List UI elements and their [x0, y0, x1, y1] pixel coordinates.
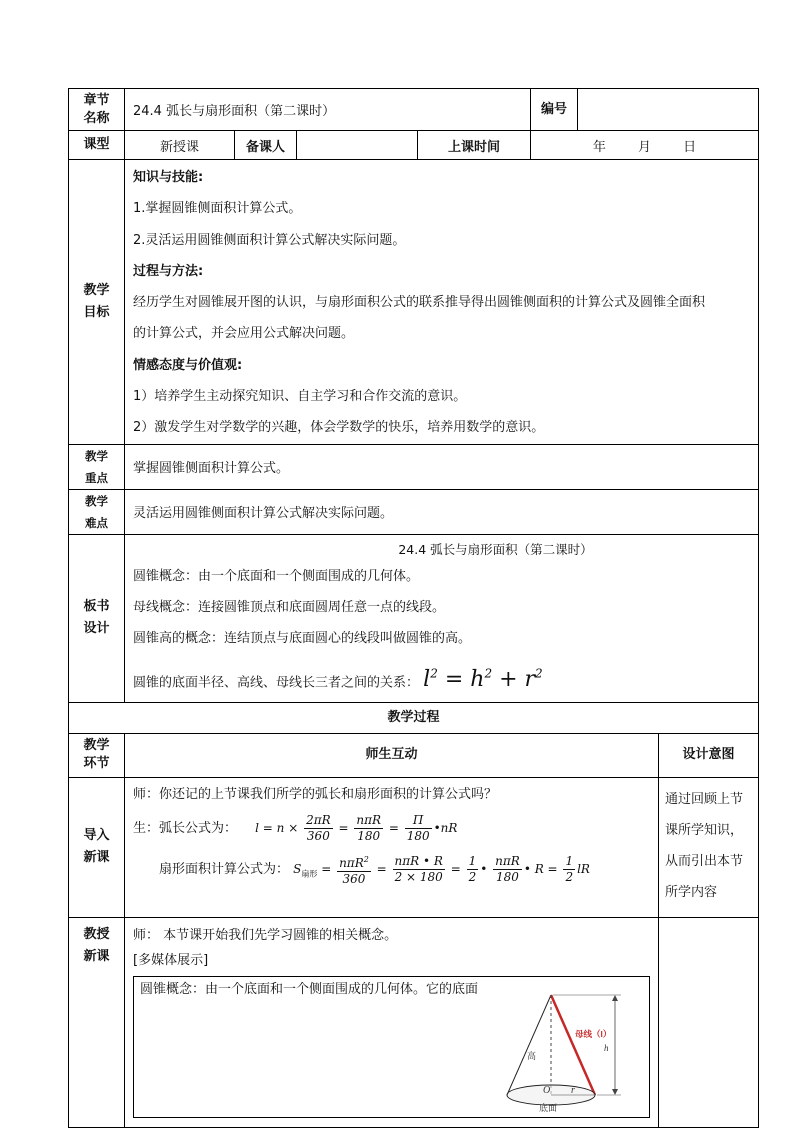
process-col-intent: 设计意图 — [659, 733, 759, 777]
concept-text: 圆锥概念：由一个底面和一个侧面围成的几何体。它的底面 — [140, 981, 479, 997]
arc-formula: l = n × $\frac{2\pi R}{360}$ = $\frac{\text{nπR}}{180}$ = $\frac{\Pi}{180}$ •nR — [255, 812, 458, 843]
difficulty-text: 灵活运用圆锥侧面积计算公式解决实际问题。 — [125, 489, 759, 534]
lesson-plan — [68, 88, 758, 1128]
objective-line: 1）培养学生主动探究知识、自主学习和合作交流的意识。 — [133, 389, 467, 405]
board-row — [69, 534, 759, 702]
arc-formula-line — [133, 810, 658, 847]
number-label: 编号 — [531, 89, 578, 131]
cone-generatrix-line — [551, 995, 595, 1095]
key-point-row — [69, 444, 759, 489]
board-relation — [133, 655, 758, 702]
process-title-row — [69, 702, 759, 733]
objective-line: 情感态度与价值观: — [133, 357, 243, 373]
center-label: O — [543, 1084, 551, 1096]
key-point-text: 掌握圆锥侧面积计算公式。 — [125, 444, 759, 489]
cone-left-edge — [507, 995, 551, 1095]
radius-label: r — [571, 1084, 575, 1096]
intro-content — [125, 777, 659, 917]
objectives-lines — [133, 162, 758, 444]
objective-line: 1.掌握圆锥侧面积计算公式。 — [133, 201, 302, 217]
objective-line: 知识与技能: — [133, 170, 204, 185]
type-label: 课型 — [69, 131, 125, 160]
sector-formula: $S_{扇形}$ = $\frac{n\pi R^2}{360}$ = $\frac{\text{nπR • R}}{2 \times 180}$ = $\frac{1}{2}$ • $\frac{\text{nπR}}{180}$ • R = $\frac{1}{2}$ lR — [293, 853, 590, 886]
date-year: 年 — [592, 139, 606, 155]
key-point-label: 教学重点 — [69, 444, 125, 489]
board-content — [125, 534, 759, 702]
board-line-2: 母线概念：连接圆锥顶点和底面圆周任意一点的线段。 — [133, 599, 446, 615]
objectives-content — [125, 160, 759, 445]
new-lesson-label: 教授新课 — [69, 917, 125, 1127]
preparer-label: 备课人 — [235, 131, 297, 160]
relation-formula: $l^2 = h^2 + r^2$ — [423, 666, 543, 692]
objective-line: 经历学生对圆锥展开图的认识，与扇形面积公式的联系推导得出圆锥侧面积的计算公式及圆锥全面积 — [133, 295, 706, 311]
objective-line: 的计算公式，并会应用公式解决问题。 — [133, 326, 355, 342]
new-lesson-row — [69, 917, 759, 1127]
date-field — [531, 131, 759, 160]
height-label-left: 高 — [527, 1050, 537, 1061]
chapter-label: 章节名称 — [69, 89, 125, 131]
type-row — [69, 131, 759, 160]
board-line-3: 圆锥高的概念：连结顶点与底面圆心的线段叫做圆锥的高。 — [133, 631, 472, 647]
board-relation-text: 圆锥的底面半径、高线、母线长三者之间的关系： — [133, 674, 420, 690]
intro-row — [69, 777, 759, 917]
board-label: 板书设计 — [69, 534, 125, 702]
difficulty-row — [69, 489, 759, 534]
process-header-row — [69, 733, 759, 777]
time-label: 上课时间 — [418, 131, 531, 160]
lesson-plan-table — [68, 88, 759, 1128]
process-col-stage: 教学环节 — [69, 733, 125, 777]
board-line-1: 圆锥概念：由一个底面和一个侧面围成的几何体。 — [133, 568, 420, 584]
date-day: 日 — [683, 139, 697, 155]
intro-intent: 通过回顾上节课所学知识，从而引出本节所学内容 — [659, 777, 759, 917]
sector-formula-prefix: 扇形面积计算公式为： — [159, 861, 290, 877]
intro-teacher: 师：你还记的上节课我们所学的弧长和扇形面积的计算公式吗？ — [133, 786, 498, 802]
objective-line: 2）激发学生对学数学的兴趣，体会学数学的快乐，培养用数学的意识。 — [133, 420, 545, 436]
new-lesson-teacher: 师： 本节课开始我们先学习圆锥的相关概念。 — [133, 927, 398, 943]
objective-line: 过程与方法: — [133, 263, 204, 279]
process-col-interaction: 师生互动 — [125, 733, 659, 777]
generatrix-label: 母线（l） — [575, 1028, 612, 1039]
multimedia-box — [133, 976, 650, 1118]
difficulty-label: 教学难点 — [69, 489, 125, 534]
intro-label: 导入新课 — [69, 777, 125, 917]
objectives-label: 教学目标 — [69, 160, 125, 445]
chapter-title: 24.4 弧长与扇形面积（第二课时） — [125, 89, 531, 131]
cone-base — [507, 1085, 595, 1105]
base-label: 底面 — [539, 1102, 558, 1113]
cone-figure — [491, 989, 641, 1113]
type-value: 新授课 — [125, 131, 235, 160]
new-lesson-content — [125, 917, 659, 1127]
number-value — [578, 89, 759, 131]
preparer-value — [297, 131, 418, 160]
sector-formula-line — [133, 847, 658, 896]
date-month: 月 — [638, 139, 652, 155]
arc-formula-prefix: 生：弧长公式为： — [133, 820, 238, 836]
new-lesson-intent — [659, 917, 759, 1127]
new-lesson-media: [多媒体展示] — [133, 952, 209, 968]
board-title: 24.4 弧长与扇形面积（第二课时） — [398, 541, 593, 557]
objective-line: 2.灵活运用圆锥侧面积计算公式解决实际问题。 — [133, 232, 406, 248]
chapter-row — [69, 89, 759, 131]
objectives-row — [69, 160, 759, 445]
height-label-right: h — [604, 1042, 609, 1053]
process-title: 教学过程 — [69, 702, 759, 733]
